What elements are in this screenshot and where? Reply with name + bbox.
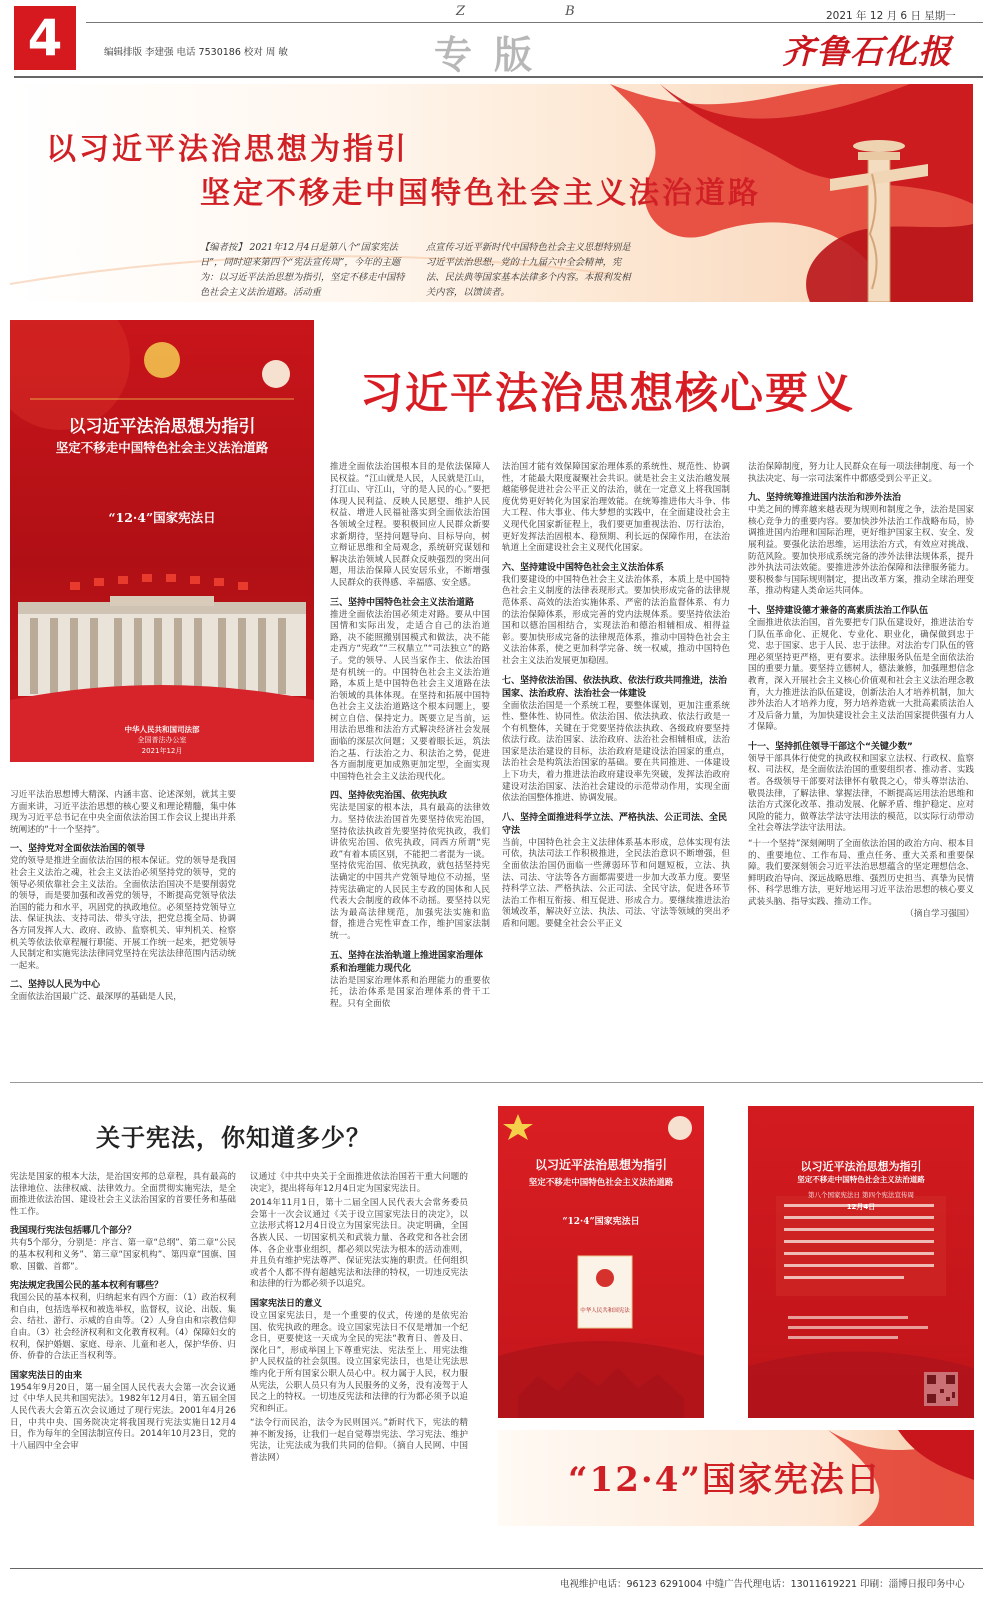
- section-heading-10: 十、坚持建设德才兼备的高素质法治工作队伍: [748, 605, 929, 616]
- constitution-day-banner-text: “12·4”国家宪法日: [568, 1460, 882, 1500]
- qa-answer-3: 1954年9月20日，第一届全国人民代表大会第一次会议通过《中华人民共和国宪法》。1982年12月4日，第五届全国人民代表大会第五次会议通过了现行宪法。2001年4月26日，中共中央、国务院决定将我国现行宪法实施日12月4日，作为每年的全国法制宣传日。2014年10月23日，党的十八届四中全会审: [10, 1382, 236, 1451]
- section-heading-6: 六、坚持建设中国特色社会主义法治体系: [502, 562, 665, 573]
- poster1-org1: 中华人民共和国司法部: [124, 725, 200, 734]
- article-source: （摘自学习强国）: [905, 908, 974, 919]
- section-heading-7: 七、坚持依法治国、依法执政、依法行政共同推进，法治国家、法治政府、法治社会一体建设: [502, 675, 728, 699]
- page-number: 4: [14, 6, 76, 70]
- qa-answer-3c: 2014年11月1日，第十二届全国人民代表大会常务委员会第十一次会议通过《关于设立国家宪法日的决定》，以立法形式将12月4日设立为国家宪法日。决定明确，全国各族人民、一切国家机关和武装力量、各政党和各社会团体、各企业事业组织，都必须以宪法为根本的活动准则，并且负有维护宪法尊严、保证宪法实施的职责。任何组织或者个人都不得有超越宪法和法律的特权，一切违反宪法和法律的行为都必须予以追究。: [250, 1198, 468, 1290]
- article-column-1: [10, 790, 236, 1004]
- qa-question-1: 我国现行宪法包括哪几个部分？: [10, 1226, 137, 1237]
- section-body-2: 全面依法治国最广泛、最深厚的基础是人民，: [10, 992, 182, 1003]
- section-heading-11: 十一、坚持抓住领导干部这个“关键少数”: [748, 741, 913, 752]
- poster1-title2: 坚定不移走中国特色社会主义法治道路: [55, 440, 269, 455]
- banner-title-line1: 以习近平法治思想为指引: [46, 132, 409, 167]
- section-body-10: 全面推进依法治国，首先要把专门队伍建设好，推进法治专门队伍革命化、正规化、专业化、职业化，确保做到忠于党、忠于国家、忠于人民、忠于法律。对法治专门队伍的管理必须坚持更严格，更有要求。法律服务队伍是全面依法治国的重要力量。要坚持立德树人，德法兼修，加强理想信念教育，深入开展社会主义核心价值观和社会主义法治理念教育，大力推进法治队伍建设，创新法治人才培养机制，加大涉外法治人才培养力度，努力培养造就一大批高素质法治人才及后备力量，为加快建设社会主义法治国家提供强有力人才保障。: [748, 617, 974, 733]
- header-bottom-rule: [14, 76, 983, 78]
- section-divider: [10, 1082, 983, 1083]
- section-body-4: 宪法是国家的根本法，具有最高的法律效力。坚持依法治国首先要坚持依宪治国，坚持依法执政首先要坚持依宪执政，我们讲依宪治国、依宪执政，同西方所谓“宪政”有着本质区别，不能把二者混为一谈。坚持依宪治国、依宪执政，就包括坚持宪法确定的中国共产党领导地位不动摇，坚持宪法确定的人民民主专政的国体和人民代表大会制度的政体不动摇。要坚持以宪法为最高法律规范，加强宪法实施和监督，推进合宪性审查工作，维护国家法制统一。: [330, 803, 490, 941]
- poster1-year: 2021年12月: [141, 747, 183, 755]
- footer-contact: 电视维护电话：96123 6291004 中缝广告代理电话：13011619221 印刷：淄博日报印务中心: [560, 1579, 965, 1590]
- qa-answer-1: 共有5个部分，分别是：序言、第一章“总纲”、第二章“公民的基本权利和义务”、第三章“国家机构”、第四章“国旗、国歌、国徽、首都”。: [10, 1238, 236, 1272]
- section-heading-3: 三、坚持中国特色社会主义法治道路: [330, 597, 475, 608]
- poster1-org2: 全国普法办公室: [137, 736, 187, 744]
- section-body-3: 推进全面依法治国必须走对路。要从中国国情和实际出发，走适合自己的法治道路，决不能照搬别国模式和做法，决不能走西方“宪政”“三权鼎立”“司法独立”的路子。党的领导、人民当家作主、依法治国是有机统一的。中国特色社会主义法治道路，本质上是中国特色社会主义道路在法治领域的具体体现。在坚持和拓展中国特色社会主义法治道路这个根本问题上，要树立自信、保持定力。既要立足当前，运用法治思维和法治方式解决经济社会发展面临的深层次问题；又要着眼长远，筑法治之基、行法治之力、积法治之势，促进各方面制度更加成熟更加定型，全面实现中国特色社会主义法治现代化。: [330, 609, 490, 782]
- poster2-book-title: 中华人民共和国宪法: [580, 1308, 630, 1314]
- constitution-book-icon: [578, 1256, 632, 1328]
- section-body-11: 领导干部具体行使党的执政权和国家立法权、行政权、监察权、司法权，是全面依法治国的重要组织者、推动者、实践者。各级领导干部要对法律怀有敬畏之心，带头尊崇法治、敬畏法律，了解法律、掌握法律，不断提高运用法治思维和法治方式深化改革、推动发展、化解矛盾、维护稳定、应对风险的能力，做尊法学法守法用法的模范，以实际行动带动全社会尊法学法守法用法。: [748, 753, 974, 834]
- qa-question-4: 国家宪法日的意义: [250, 1298, 323, 1309]
- section-body-9: 中美之间的博弈越来越表现为规则和制度之争，法治是国家核心竞争力的重要内容。要加快涉外法治工作战略布局，协调推进国内治理和国际治理，更好维护国家主权、安全、发展利益。要强化法治思维，运用法治方式，有效应对挑战、防范风险。要加快形成系统完备的涉外法律法规体系，提升涉外执法司法效能。要推进涉外法治保障和法律服务能力。要积极参与国际规则制定，提出改革方案，推动全球治理变革，推动构建人类命运共同体。: [748, 505, 974, 597]
- qa-answer-3b: 议通过《中共中央关于全面推进依法治国若干重大问题的决定》，提出将每年12月4日定为国家宪法日。: [250, 1172, 468, 1194]
- article-title: 习近平法治思想核心要义: [360, 369, 855, 419]
- poster3-date: 12月4日: [846, 1203, 876, 1211]
- poster2-title2: 坚定不移走中国特色社会主义法治道路: [528, 1178, 674, 1188]
- issue-date: 2021 年 12 月 6 日 星期一: [826, 10, 956, 22]
- qa-question-3: 国家宪法日的由来: [10, 1370, 83, 1381]
- poster-constitution-day: [10, 320, 314, 762]
- footer-rule: [10, 1568, 983, 1569]
- poster3-art: [748, 1106, 974, 1418]
- section-body-7: 全面依法治国是一个系统工程，要整体谋划，更加注重系统性、整体性、协同性。依法治国、依法执政、依法行政是一个有机整体，关键在于党要坚持依法执政、各级政府要坚持依法行政。法治国家、法治政府、法治社会相辅相成，法治国家是法治建设的目标，法治政府是建设法治国家的重点，法治社会是构筑法治国家的基础。要在共同推进、一体建设上下功夫，着力推进法治政府建设率先突破，发挥法治政府建设对法治国家、法治社会建设的示范带动作用，实现全面依法治国整体推进、协调发展。: [502, 700, 730, 804]
- article-column-4: [748, 462, 974, 920]
- editor-note-left: 【编者按】 2021年12月4日是第八个“国家宪法日”，同时迎来第四个“宪法宣传周”，今年的主题为：以习近平法治思想为指引，坚定不移走中国特色社会主义法治道路。活动重: [200, 242, 405, 298]
- qa-answer-4: 设立国家宪法日，是一个重要的仪式，传递的是依宪治国、依宪执政的理念。设立国家宪法日不仅是增加一个纪念日，更要使这一天成为全民的宪法“教育日、普及日、深化日”，形成举国上下尊重宪法、宪法至上、用宪法维护人民权益的社会氛围。设立国家宪法日，也是让宪法思维内化于所有国家公职人员心中。权力属于人民，权力服从宪法，公职人员只有为人民服务的义务，没有凌驾于人民之上的特权。一切违反宪法和法律的行为都必须予以追究和纠正。: [250, 1310, 468, 1414]
- section-body-2b: 推进全面依法治国根本目的是依法保障人民权益。“江山就是人民，人民就是江山，打江山、守江山，守的是人民的心。”要把体现人民利益、反映人民愿望、维护人民权益、增进人民福祉落实到全面依法治国各领域全过程。要积极回应人民群众新要求新期待，坚持问题导向、目标导向，树立辩证思维和全局观念，系统研究谋划和解决法治领域人民群众反映强烈的突出问题，用法治保障人民安居乐业，不断增强人民群众的获得感、幸福感、安全感。: [330, 462, 490, 588]
- section-body-8b: 法治保障制度，努力让人民群众在每一项法律制度、每一个执法决定、每一宗司法案件中都感受到公平正义。: [748, 462, 974, 484]
- section-heading-4: 四、坚持依宪治国、依宪执政: [330, 791, 448, 802]
- section-heading-1: 一、坚持党对全面依法治国的领导: [10, 844, 146, 855]
- poster3-line1: 第八个国家宪法日 第四个宪法宣传周: [807, 1191, 915, 1199]
- qa-column-1: [10, 1172, 236, 1452]
- editor-note-right: 点宣传习近平新时代中国特色社会主义思想特别是习近平法治思想，党的十九届六中全会精神，宪法、民法典等国家基本法律多个内容。本报利发相关内容，以馈读者。: [426, 242, 631, 298]
- poster1-subtitle: “12·4”国家宪法日: [108, 510, 216, 525]
- section-heading-9: 九、坚持统筹推进国内法治和涉外法治: [748, 493, 902, 504]
- poster1-title1: 以习近平法治思想为指引: [68, 417, 256, 437]
- section-heading-5: 五、坚持在法治轨道上推进国家治理体系和治理能力现代化: [330, 950, 484, 974]
- poster3-title1: 以习近平法治思想为指引: [800, 1160, 922, 1173]
- qa-column-2: [250, 1172, 468, 1465]
- qa-answer-2: 我国公民的基本权利，归纳起来有四个方面：（1）政治权利和自由，包括选举权和被选举权，监督权，议论、出版、集会、结社、游行、示威的自由等。（2）人身自由和宗教信仰自由。（3）社会经济权利和文化教育权利。（4）保障妇女的权利，保护婚姻、家庭、母亲、儿童和老人，保护华侨、归侨、侨眷的合法正当权利等。: [10, 1293, 236, 1362]
- poster-constitution-book: [498, 1106, 704, 1418]
- section-heading-8: 八、坚持全面推进科学立法、严格执法、公正司法、全民守法: [502, 812, 728, 836]
- newspaper-masthead: 齐鲁石化报: [782, 32, 952, 71]
- star-icon: [503, 1114, 533, 1140]
- qa-intro: 宪法是国家的根本大法，是治国安邦的总章程，具有最高的法律地位、法律权威、法律效力。全面贯彻实施宪法，是全面推进依法治国、建设社会主义法治国家的首要任务和基础性工作。: [10, 1172, 236, 1217]
- poster3-title2: 坚定不移走中国特色社会主义法治道路: [797, 1175, 925, 1184]
- section-heading-2: 二、坚持以人民为中心: [10, 980, 101, 991]
- section-body-5: 法治是国家治理体系和治理能力的重要依托，法治体系是国家治理体系的骨干工程。只有全面依: [330, 975, 490, 1009]
- editor-credits: 编辑排版 李建强 电话 7530186 校对 周 敏: [104, 47, 288, 58]
- qa-title: 关于宪法，你知道多少？: [96, 1123, 371, 1152]
- qa-closing: “法令行而民治，法令为民则国兴。”新时代下，宪法的精神不断发扬，让我们一起自觉尊崇宪法、学习宪法、维护宪法，让宪法成为我们共同的信仰。（摘自人民网、中国普法网）: [250, 1418, 468, 1464]
- section-body-5b: 法治国才能有效保障国家治理体系的系统性、规范性、协调性，才能最大限度凝聚社会共识。就是社会主义法治越发展越能够促进社会公平正义的法治，就在一定意义上将我国制度优势更好转化为国家治理效能。在统筹推进伟大斗争、伟大工程、伟大事业、伟大梦想的实践中，在全面建设社会主义现代化国家新征程上，我们要更加重视法治、厉行法治，更好发挥法治固根本、稳预期、利长远的保障作用，在法治轨道上全面建设社会主义现代化国家。: [502, 462, 730, 554]
- section-body-8: 当前，中国特色社会主义法律体系基本形成，总体实现有法可依，执法司法工作积极推进，全民法治意识不断增强，但全面依法治国仍面临一些薄弱环节和问题短板，立法、执法、司法、守法等各方面都需要进一步加大改革力度。要坚持科学立法、严格执法、公正司法、全民守法，促进各环节法治工作相互衔接、相互促进、形成合力。要继续推进法治领域改革，解决好立法、执法、司法、守法等领域的突出矛盾和问题。要健全社会公平正义: [502, 837, 730, 929]
- poster2-art: [498, 1106, 704, 1418]
- poster-constitution-week: [748, 1106, 974, 1418]
- section-body-6: 我们要建设的中国特色社会主义法治体系，本质上是中国特色社会主义制度的法律表现形式。要加快形成完备的法律规范体系、高效的法治实施体系、严密的法治监督体系、有力的法治保障体系，形成完善的党内法规体系。要坚持依法治国和以德治国相结合，实现法治和德治相辅相成、相得益彰。要加快形成完备的法律规范体系，推动中国特色社会主义法治体系，使之更加科学完备、统一权威，推动中国特色社会主义法治发展更加稳固。: [502, 574, 730, 666]
- law-logo-icon: [262, 360, 290, 388]
- section-code: Z B: [456, 4, 623, 19]
- section-title: 专版: [434, 32, 555, 77]
- banner-title-line2: 坚定不移走中国特色社会主义法治道路: [200, 176, 761, 211]
- poster2-title1: 以习近平法治思想为指引: [534, 1158, 667, 1172]
- article-conclusion: “十一个坚持”深刻阐明了全面依法治国的政治方向、根本目的、重要地位、工作布局、重点任务、重大关系和重要保障。我们要深刻领会习近平法治思想蕴含的坚定理想信念、鲜明政治导向、深远战略思维、强烈历史担当、真挚为民情怀、科学思维方法，更好地运用习近平法治思想的核心要义武装头脑、指导实践、推动工作。: [748, 839, 974, 907]
- poster-art: [10, 320, 314, 762]
- qa-question-2: 宪法规定我国公民的基本权利有哪些？: [10, 1281, 164, 1292]
- article-column-2: [330, 462, 490, 1010]
- law-logo-icon: [668, 1116, 692, 1140]
- article-intro: 习近平法治思想博大精深、内涵丰富、论述深刻，就其主要方面来讲，习近平法治思想的核心要义和理论精髓，集中体现为习近平总书记在中央全面依法治国工作会议上提出并系统阐述的“十一个坚持”。: [10, 790, 236, 835]
- national-emblem-icon: [144, 342, 180, 378]
- section-body-1: 党的领导是推进全面依法治国的根本保证。党的领导是我国社会主义法治之魂，社会主义法治必须坚持党的领导，党的领导必须依靠社会主义法治。全面依法治国决不是要削弱党的领导，而是要加强和改善党的领导，不断提高党领导依法治国的能力和水平，巩固党的执政地位。必须坚持党领导立法、保证执法、支持司法、带头守法，把党总揽全局、协调各方同发挥人大、政府、政协、监察机关、审判机关、检察机关等依法依章程履行职能、开展工作统一起来，把党领导人民制定和实施宪法法律同党坚持在宪法法律范围内活动统一起来。: [10, 856, 236, 971]
- article-column-3: [502, 462, 730, 931]
- poster2-subtitle: “12·4”国家宪法日: [562, 1217, 640, 1227]
